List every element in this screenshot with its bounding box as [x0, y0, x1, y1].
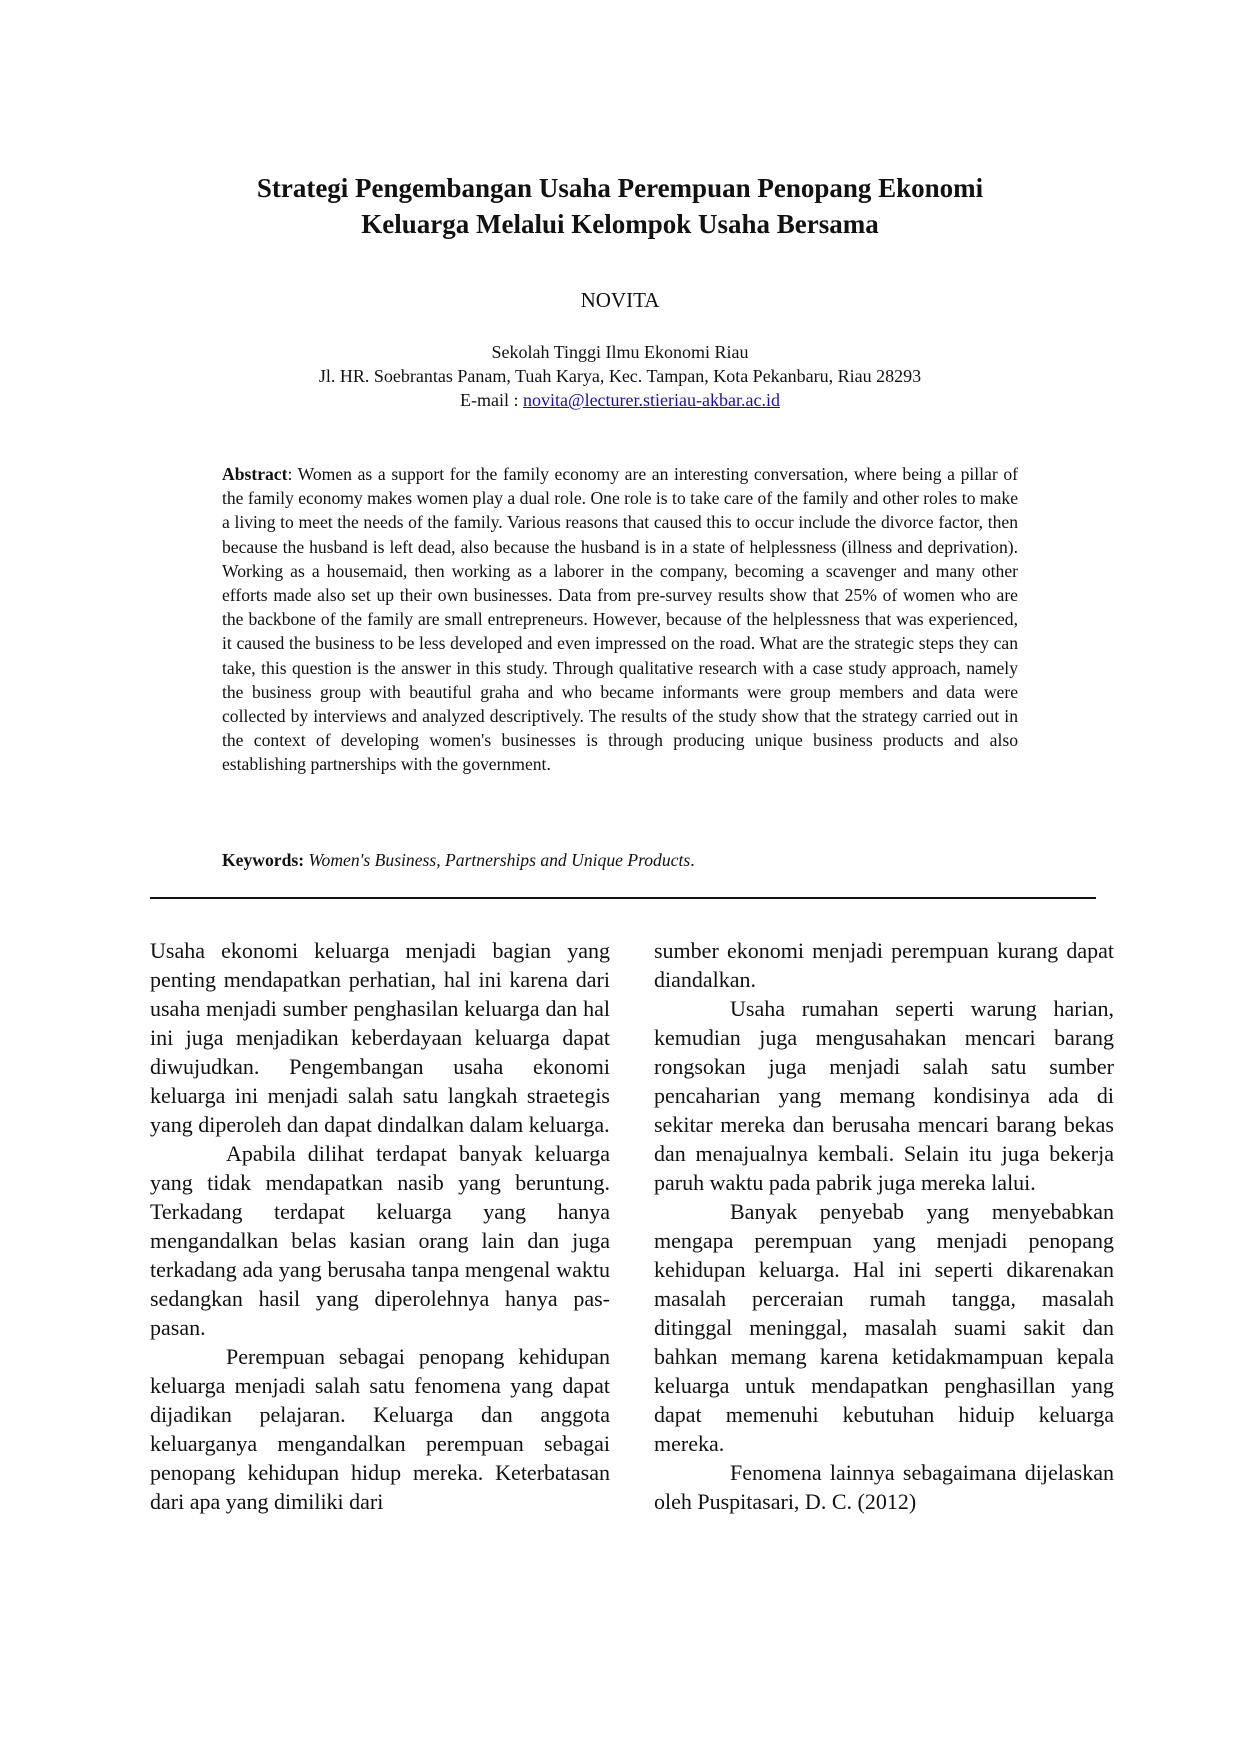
author-name: NOVITA: [580, 288, 660, 312]
abstract: [222, 462, 1018, 777]
institution: Sekolah Tinggi Ilmu Ekonomi Riau: [491, 342, 749, 362]
abstract-text: : Women as a support for the family economy are an interesting conversation, where being a pillar of the family economy makes women play a dual role. One role is to take care of the family and other roles to make a living to meet the needs of the family. Various reasons that caused this to occur include the divorce factor, then because the husband is left dead, also because the husband is in a state of helplessness (illness and deprivation). Working as a housemaid, then working as a laborer in the company, becoming a scavenger and many other efforts made also set up their own businesses. Data from pre-survey results show that 25% of women who are the backbone of the family are small entrepreneurs. However, because of the helplessness that was experienced, it caused the business to be less developed and even impressed on the road. What are the strategic steps they can take, this question is the answer in this study. Through qualitative research with a case study approach, namely the business group with beautiful graha and who became informants were group members and data were collected by interviews and analyzed descriptively. The results of the study show that the strategy carried out in the context of developing women's businesses is through producing unique business products and also establishing partnerships with the government.: [222, 464, 1018, 775]
body-column-left: [150, 936, 610, 1516]
keywords-suffix: .: [690, 850, 695, 870]
body-paragraph: Banyak penyebab yang menyebabkan mengapa perempuan yang menjadi penopang kehidupan keluarga. Hal ini seperti dikarenakan masalah perceraian rumah tangga, masalah ditinggal meninggal, masalah suami sakit dan bahkan memang karena ketidakmampuan kepala keluarga untuk mendapatkan penghasillan yang dapat memenuhi kebutuhan hiduip keluarga mereka.: [654, 1199, 1114, 1456]
keywords: [222, 848, 1018, 872]
affiliation: [150, 340, 1090, 412]
body-paragraph: Perempuan sebagai penopang kehidupan keluarga menjadi salah satu fenomena yang dapat dijadikan pelajaran. Keluarga dan anggota keluarganya mengandalkan perempuan sebagai penopang kehidupan hidup mereka. Keterbatasan dari apa yang dimiliki dari: [150, 1344, 610, 1514]
paper-title: [150, 170, 1090, 242]
address: Jl. HR. Soebrantas Panam, Tuah Karya, Kec. Tampan, Kota Pekanbaru, Riau 28293: [318, 366, 922, 386]
title-line-2: Keluarga Melalui Kelompok Usaha Bersama: [361, 209, 879, 239]
keywords-text: Women's Business, Partnerships and Unique Products: [308, 850, 691, 870]
body-paragraph: Usaha rumahan seperti warung harian, kemudian juga mengusahakan mencari barang rongsokan juga menjadi salah satu sumber pencaharian yang memang kondisinya ada di sekitar mereka dan berusaha mencari barang bekas dan menajualnya kembali. Selain itu juga bekerja paruh waktu pada pabrik juga mereka lalui.: [654, 996, 1114, 1195]
body-column-right: [654, 936, 1114, 1516]
body-paragraph: sumber ekonomi menjadi perempuan kurang dapat diandalkan.: [654, 938, 1114, 992]
email-label: E-mail :: [460, 390, 523, 410]
section-divider: [150, 897, 1096, 899]
body-paragraph: Usaha ekonomi keluarga menjadi bagian yang penting mendapatkan perhatian, hal ini karena dari usaha menjadi sumber penghasilan keluarga dan hal ini juga menjadikan keberdayaan keluarga dapat diwujudkan. Pengembangan usaha ekonomi keluarga ini menjadi salah satu langkah straetegis yang diperoleh dan dapat dindalkan dalam keluarga.: [150, 938, 610, 1137]
email-line: [150, 388, 1090, 412]
body-paragraph: Fenomena lainnya sebagaimana dijelaskan oleh Puspitasari, D. C. (2012): [654, 1460, 1114, 1514]
abstract-label: Abstract: [222, 464, 288, 484]
body-paragraph: Apabila dilihat terdapat banyak keluarga yang tidak mendapatkan nasib yang beruntung. Terkadang terdapat keluarga yang hanya mengandalkan belas kasian orang lain dan juga terkadang ada yang berusaha tanpa mengenal waktu sedangkan hasil yang diperolehnya hanya pas-pasan.: [150, 1141, 610, 1340]
keywords-label: Keywords:: [222, 850, 305, 870]
title-line-1: Strategi Pengembangan Usaha Perempuan Penopang Ekonomi: [256, 173, 984, 203]
email-link[interactable]: novita@lecturer.stieriau-akbar.ac.id: [523, 390, 780, 410]
